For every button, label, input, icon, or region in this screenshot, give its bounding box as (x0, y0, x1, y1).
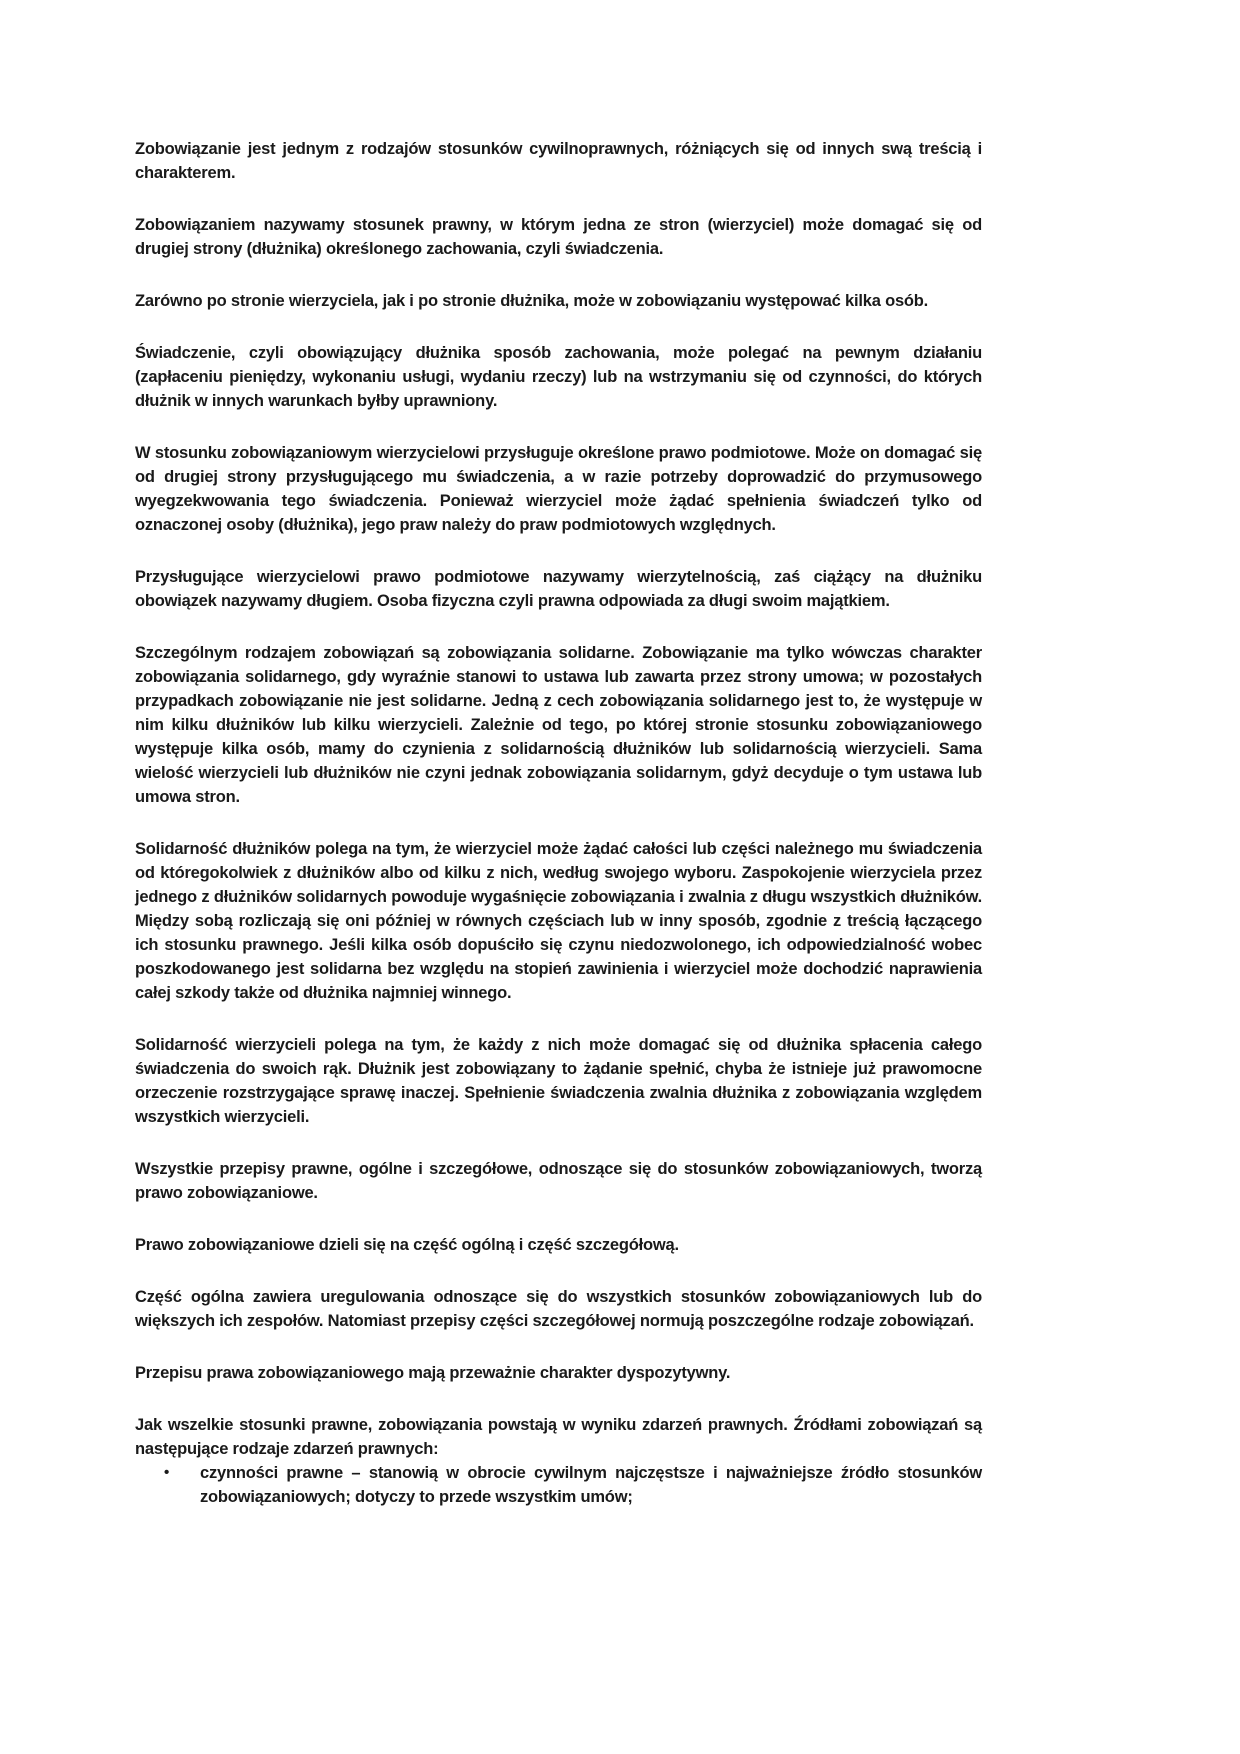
paragraph: Wszystkie przepisy prawne, ogólne i szczegółowe, odnoszące się do stosunków zobowiązaniowych, tworzą prawo zobowiązaniowe. (135, 1160, 982, 1202)
paragraph: Świadczenie, czyli obowiązujący dłużnika sposób zachowania, może polegać na pewnym działaniu (zapłaceniu pieniędzy, wykonaniu usługi, wydaniu rzeczy) lub na wstrzymaniu się od czynności, do których dłużnik w innych warunkach byłby uprawniony. (135, 344, 982, 410)
list-item: • czynności prawne – stanowią w obrocie cywilnym najczęstsze i najważniejsze źródło stosunków zobowiązaniowych; dotyczy to przede wszystkim umów; (200, 1461, 982, 1509)
paragraph: Prawo zobowiązaniowe dzieli się na część ogólną i część szczegółową. (135, 1236, 679, 1254)
document-body (135, 137, 982, 1509)
paragraph: Szczególnym rodzajem zobowiązań są zobowiązania solidarne. Zobowiązanie ma tylko wówczas charakter zobowiązania solidarnego, gdy wyraźnie stanowi to ustawa lub zawarta przez strony umowa; w pozostałych przypadkach zobowiązanie nie jest solidarne. Jedną z cech zobowiązania solidarnego jest to, że występuje w nim kilku dłużników lub kilku wierzycieli. Zależnie od tego, po której stronie stosunku zobowiązaniowego występuje kilka osób, mamy do czynienia z solidarnością dłużników lub solidarnością wierzycieli. Sama wielość wierzycieli lub dłużników nie czyni jednak zobowiązania solidarnym, gdyż decyduje o tym ustawa lub umowa stron. (135, 644, 982, 806)
paragraph: Zobowiązanie jest jednym z rodzajów stosunków cywilnoprawnych, różniących się od innych swą treścią i charakterem. (135, 140, 982, 182)
paragraph: Przepisu prawa zobowiązaniowego mają przeważnie charakter dyspozytywny. (135, 1364, 731, 1382)
paragraph: Jak wszelkie stosunki prawne, zobowiązania powstają w wyniku zdarzeń prawnych. Źródłami zobowiązań są następujące rodzaje zdarzeń prawnych: (135, 1416, 982, 1458)
paragraph: Zarówno po stronie wierzyciela, jak i po stronie dłużnika, może w zobowiązaniu występować kilka osób. (135, 292, 929, 310)
paragraph: Przysługujące wierzycielowi prawo podmiotowe nazywamy wierzytelnością, zaś ciążący na dłużniku obowiązek nazywamy długiem. Osoba fizyczna czyli prawna odpowiada za długi swoim majątkiem. (135, 568, 982, 610)
paragraph: W stosunku zobowiązaniowym wierzycielowi przysługuje określone prawo podmiotowe. Może on domagać się od drugiej strony przysługującego mu świadczenia, a w razie potrzeby doprowadzić do przymusowego wyegzekwowania tego świadczenia. Ponieważ wierzyciel może żądać spełnienia świadczeń tylko od oznaczonej osoby (dłużnika), jego praw należy do praw podmiotowych względnych. (135, 444, 982, 534)
paragraph: Część ogólna zawiera uregulowania odnoszące się do wszystkich stosunków zobowiązaniowych lub do większych ich zespołów. Natomiast przepisy części szczegółowej normują poszczególne rodzaje zobowiązań. (135, 1288, 982, 1330)
paragraph: Solidarność dłużników polega na tym, że wierzyciel może żądać całości lub części należnego mu świadczenia od któregokolwiek z dłużników albo od kilku z nich, według swojego wyboru. Zaspokojenie wierzyciela przez jednego z dłużników solidarnych powoduje wygaśnięcie zobowiązania i zwalnia z długu wszystkich dłużników. Między sobą rozliczają się oni później w równych częściach lub w inny sposób, zgodnie z treścią łączącego ich stosunku prawnego. Jeśli kilka osób dopuściło się czynu niedozwolonego, ich odpowiedzialność wobec poszkodowanego jest solidarna bez względu na stopień zawinienia i wierzyciel może dochodzić naprawienia całej szkody także od dłużnika najmniej winnego. (135, 840, 982, 1002)
bullet-list (135, 1461, 982, 1509)
paragraph: Zobowiązaniem nazywamy stosunek prawny, w którym jedna ze stron (wierzyciel) może domagać się od drugiej strony (dłużnika) określonego zachowania, czyli świadczenia. (135, 216, 982, 258)
paragraph: Solidarność wierzycieli polega na tym, że każdy z nich może domagać się od dłużnika spłacenia całego świadczenia do swoich rąk. Dłużnik jest zobowiązany to żądanie spełnić, chyba że istnieje już prawomocne orzeczenie rozstrzygające sprawę inaczej. Spełnienie świadczenia zwalnia dłużnika z zobowiązania względem wszystkich wierzycieli. (135, 1036, 982, 1126)
